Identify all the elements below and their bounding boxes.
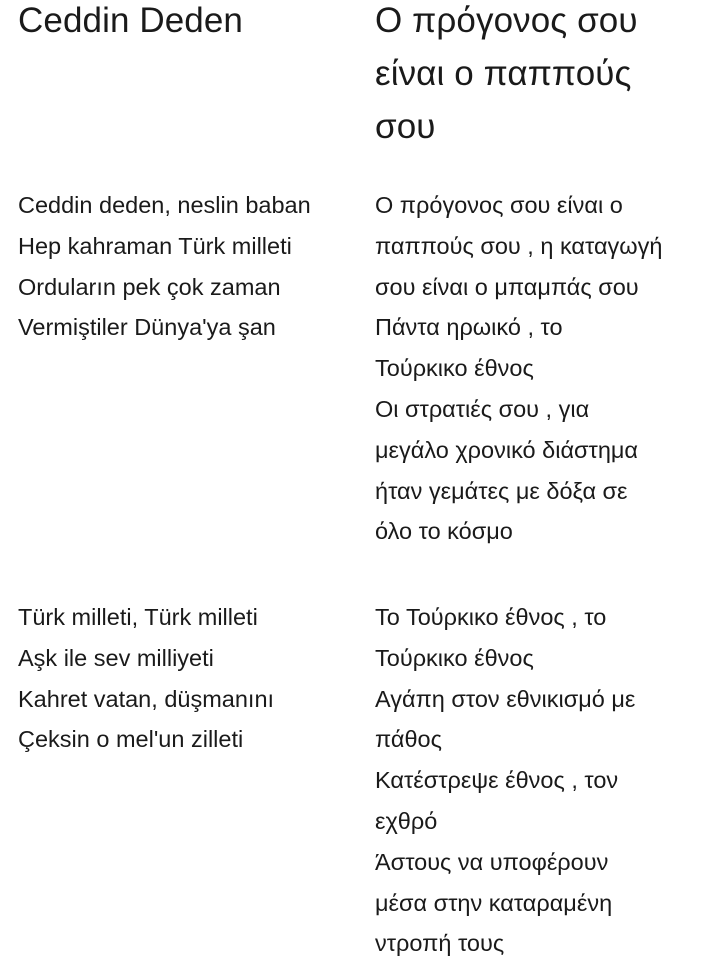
turkish-title: Ceddin Deden bbox=[18, 1, 243, 40]
greek-column bbox=[375, 0, 710, 957]
greek-title bbox=[375, 0, 710, 153]
greek-lyric-line: παππούς σου , η καταγωγή bbox=[375, 232, 663, 259]
turkish-lyric-line: Ceddin deden, neslin baban bbox=[18, 192, 311, 218]
turkish-lyric-line: Çeksin o mel'un zilleti bbox=[18, 726, 244, 753]
greek-lyric-line: Άστους να υποφέρουν bbox=[375, 848, 609, 875]
greek-lyric-line: Το Τούρκικο έθνος , το bbox=[375, 604, 607, 630]
turkish-lyric-line: Aşk ile sev milliyeti bbox=[18, 644, 214, 671]
greek-lyric-line: όλο το κόσμο bbox=[375, 518, 513, 545]
greek-title-line: είναι ο παππούς bbox=[375, 54, 632, 93]
turkish-stanza-1 bbox=[18, 185, 358, 348]
greek-lyric-line: Τούρκικο έθνος bbox=[375, 644, 534, 671]
greek-lyric-line: σου είναι ο μπαμπάς σου bbox=[375, 273, 639, 300]
greek-lyric-line: Αγάπη στον εθνικισμό με bbox=[375, 685, 636, 712]
greek-title-line: Ο πρόγονος σου bbox=[375, 1, 638, 40]
turkish-lyric-line: Orduların pek çok zaman bbox=[18, 273, 281, 300]
greek-lyric-line: Ο πρόγονος σου είναι ο bbox=[375, 192, 623, 218]
greek-lyric-line: Τούρκικο έθνος bbox=[375, 355, 534, 382]
turkish-lyric-line: Hep kahraman Türk milleti bbox=[18, 232, 292, 259]
greek-lyric-line: μεγάλο χρονικό διάστημα bbox=[375, 436, 639, 463]
greek-stanza-2 bbox=[375, 597, 710, 964]
greek-lyric-line: μέσα στην καταραμένη bbox=[375, 889, 613, 916]
greek-lyric-line: Κατέστρεψε έθνος , τον bbox=[375, 767, 619, 794]
turkish-lyric-line: Vermiştiler Dünya'ya şan bbox=[18, 314, 276, 341]
greek-lyric-line: ντροπή τους bbox=[375, 930, 505, 957]
greek-lyric-line: πάθος bbox=[375, 726, 442, 753]
turkish-lyric-line: Kahret vatan, düşmanını bbox=[18, 685, 275, 712]
greek-lyric-line: Οι στρατιές σου , για bbox=[375, 395, 590, 422]
turkish-column bbox=[18, 0, 358, 753]
greek-stanza-1 bbox=[375, 185, 710, 552]
greek-lyric-line: εχθρό bbox=[375, 807, 438, 834]
greek-title-line: σου bbox=[375, 107, 436, 146]
greek-lyric-line: Πάντα ηρωικό , το bbox=[375, 314, 563, 341]
turkish-lyric-line: Türk milleti, Türk milleti bbox=[18, 604, 258, 630]
turkish-stanza-2 bbox=[18, 597, 358, 760]
greek-lyric-line: ήταν γεμάτες με δόξα σε bbox=[375, 477, 628, 504]
